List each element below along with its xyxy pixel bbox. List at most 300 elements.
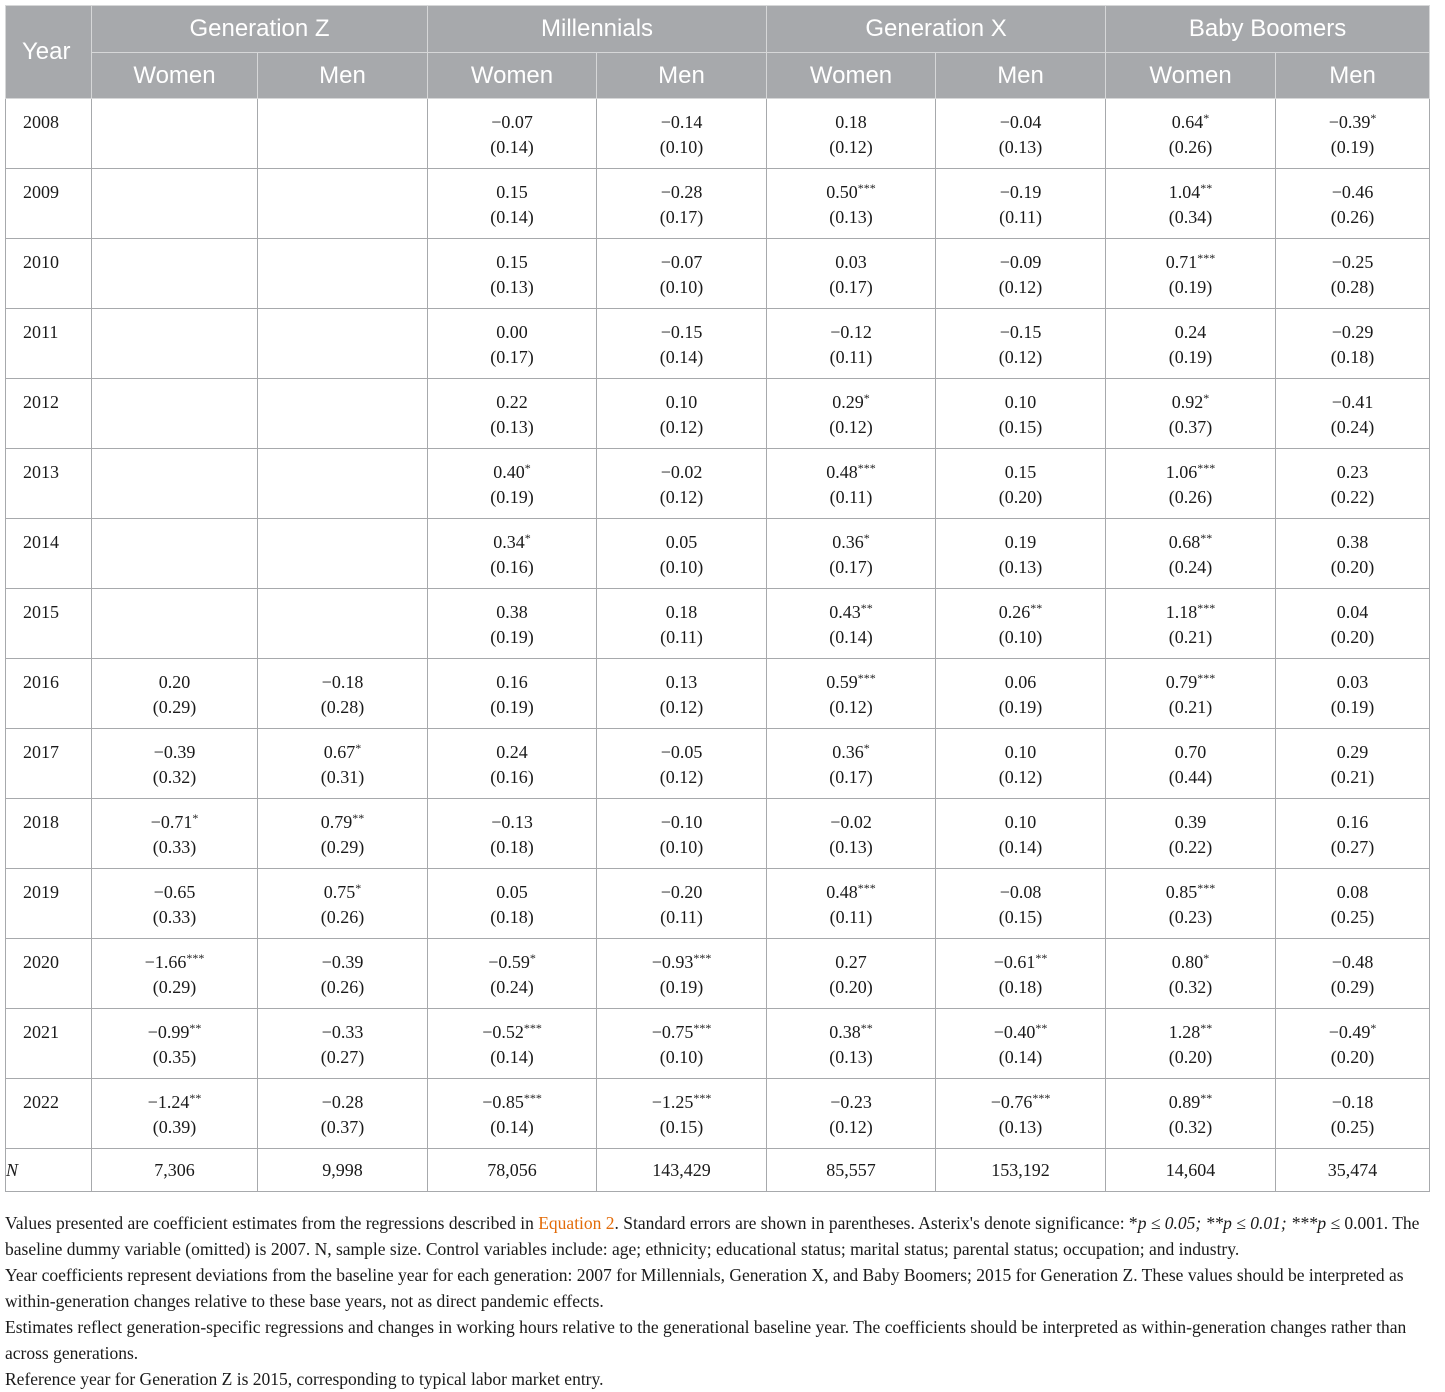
coefficient-cell <box>936 239 1106 309</box>
standard-error: (0.32) <box>1168 1117 1213 1137</box>
coefficient-cell <box>92 309 258 379</box>
standard-error: (0.28) <box>320 697 365 717</box>
footnote-reference-year: Reference year for Generation Z is 2015, corresponding to typical labor market entry. <box>5 1369 604 1389</box>
coefficient-value: 1.28 <box>1168 1022 1201 1042</box>
significance-stars: *** <box>1197 251 1216 265</box>
coefficient-cell <box>428 449 597 519</box>
significance-stars: ** <box>1200 1091 1213 1105</box>
coefficient-cell <box>258 589 428 659</box>
coefficient-cell <box>258 239 428 309</box>
standard-error: (0.12) <box>829 697 873 717</box>
coefficient-cell <box>1276 99 1430 169</box>
table-footnotes <box>5 1210 1429 1392</box>
coefficient-value: 0.26 <box>998 602 1031 622</box>
standard-error: (0.44) <box>1168 767 1213 787</box>
sample-size-cell: 7,306 <box>92 1149 258 1192</box>
footnote-estimates: Estimates reflect generation-specific regressions and changes in working hours relative to the generational baseline year. The coefficients should be interpreted as within-generation changes rather than across generations. <box>5 1317 1407 1363</box>
standard-error: (0.14) <box>490 137 534 157</box>
coefficient-cell <box>92 659 258 729</box>
coefficient-cell <box>597 589 767 659</box>
significance-stars: * <box>1370 111 1377 125</box>
coefficient-value: −0.65 <box>153 882 196 902</box>
coefficient-value: 0.92 <box>1171 392 1204 412</box>
sample-size-cell: 143,429 <box>597 1149 767 1192</box>
standard-error: (0.17) <box>490 347 534 367</box>
standard-error: (0.20) <box>1330 1047 1375 1067</box>
coefficient-value: 0.36 <box>832 532 864 552</box>
footnote-baseline: Year coefficients represent deviations from the baseline year for each generation: 2007 for Millennials, Generation X, and Baby Boomers; 2015 for Generation Z. These values should be interpreted as within-generation changes relative to these base years, not as direct pandemic effects. <box>5 1265 1404 1311</box>
coefficient-value: 0.05 <box>665 532 698 552</box>
significance-stars: ** <box>1035 1021 1048 1035</box>
coefficient-value: 0.15 <box>496 182 528 202</box>
coefficient-value: −0.39 <box>1328 112 1371 132</box>
standard-error: (0.11) <box>829 487 873 507</box>
standard-error: (0.14) <box>998 837 1043 857</box>
coefficient-cell <box>92 589 258 659</box>
standard-error: (0.10) <box>659 837 704 857</box>
coefficient-cell <box>428 379 597 449</box>
significance-stars: *** <box>693 1021 712 1035</box>
coefficient-value: −0.41 <box>1331 392 1374 412</box>
coefficient-value: 0.13 <box>665 672 698 692</box>
standard-error: (0.18) <box>490 907 534 927</box>
standard-error: (0.11) <box>999 207 1042 227</box>
standard-error: (0.25) <box>1330 907 1375 927</box>
standard-error: (0.24) <box>490 977 534 997</box>
standard-error: (0.21) <box>1168 627 1213 647</box>
standard-error: (0.18) <box>490 837 534 857</box>
table-row <box>6 659 1430 729</box>
coefficient-cell <box>258 519 428 589</box>
table-row <box>6 1079 1430 1149</box>
significance-stars: * <box>863 391 870 405</box>
coefficient-cell <box>767 939 936 1009</box>
significance-stars: * <box>1203 391 1210 405</box>
standard-error: (0.11) <box>660 907 703 927</box>
coefficient-cell <box>767 799 936 869</box>
standard-error: (0.10) <box>659 137 704 157</box>
coefficient-value: −0.07 <box>491 112 533 132</box>
coefficient-value: 0.24 <box>1174 322 1207 342</box>
coefficient-value: 1.18 <box>1165 602 1198 622</box>
coefficient-value: −0.39 <box>321 952 364 972</box>
standard-error: (0.13) <box>490 417 534 437</box>
standard-error: (0.14) <box>829 627 873 647</box>
coefficient-cell <box>428 169 597 239</box>
coefficient-value: −0.14 <box>660 112 703 132</box>
coefficient-cell <box>1276 869 1430 939</box>
coefficient-value: 0.89 <box>1168 1092 1201 1112</box>
standard-error: (0.19) <box>490 697 534 717</box>
coefficient-cell <box>597 729 767 799</box>
coefficient-cell <box>597 239 767 309</box>
coefficient-cell <box>258 169 428 239</box>
coefficient-cell <box>1106 169 1276 239</box>
standard-error: (0.12) <box>829 137 873 157</box>
coefficient-value: 0.38 <box>496 602 528 622</box>
sample-size-cell: 78,056 <box>428 1149 597 1192</box>
standard-error: (0.32) <box>152 767 197 787</box>
coefficient-value: 0.10 <box>665 392 698 412</box>
table-row <box>6 379 1430 449</box>
standard-error: (0.20) <box>1330 627 1375 647</box>
baby-boomers-header: Baby Boomers <box>1106 6 1430 53</box>
coefficient-cell <box>92 729 258 799</box>
coefficient-cell <box>1106 519 1276 589</box>
coefficient-value: −0.05 <box>660 742 703 762</box>
coefficient-cell <box>1276 379 1430 449</box>
coefficient-value: 0.80 <box>1171 952 1204 972</box>
standard-error: (0.11) <box>660 627 703 647</box>
coefficient-cell <box>936 589 1106 659</box>
coefficient-cell <box>597 869 767 939</box>
standard-error: (0.35) <box>152 1047 197 1067</box>
sample-size-cell: 85,557 <box>767 1149 936 1192</box>
coefficient-value: 0.18 <box>665 602 698 622</box>
coefficient-cell <box>597 659 767 729</box>
coefficient-value: 0.22 <box>496 392 528 412</box>
coefficient-value: 0.24 <box>496 742 528 762</box>
standard-error: (0.34) <box>1168 207 1213 227</box>
coefficient-cell <box>92 939 258 1009</box>
significance-stars: ** <box>1035 951 1048 965</box>
coefficient-value: 0.00 <box>496 322 528 342</box>
coefficient-cell <box>1276 309 1430 379</box>
coefficient-cell <box>258 99 428 169</box>
significance-stars: * <box>1203 951 1210 965</box>
significance-stars: * <box>529 951 536 965</box>
coefficient-cell <box>597 1079 767 1149</box>
year-cell: 2014 <box>6 519 92 589</box>
coefficient-value: −0.13 <box>491 812 533 832</box>
standard-error: (0.10) <box>659 277 704 297</box>
coefficient-value: −0.09 <box>999 252 1042 272</box>
table-row <box>6 869 1430 939</box>
year-cell: 2020 <box>6 939 92 1009</box>
significance-stars: *** <box>857 181 876 195</box>
coefficient-cell <box>92 169 258 239</box>
coefficient-cell <box>1106 939 1276 1009</box>
footnote-text: 0.001. The baseline dummy variable (omitted) is 2007. N, sample size. Control variables include: age; ethnicity; educational status; marital status; parental status; occupation; and industry. <box>5 1213 1420 1259</box>
significance-stars: * <box>524 461 531 475</box>
coefficient-cell <box>258 869 428 939</box>
subheader-men: Men <box>258 53 428 99</box>
coefficient-value: −0.29 <box>1331 322 1374 342</box>
coefficient-value: −0.23 <box>830 1092 872 1112</box>
table-row <box>6 799 1430 869</box>
coefficient-cell <box>1106 379 1276 449</box>
table-row <box>6 1009 1430 1079</box>
standard-error: (0.14) <box>659 347 704 367</box>
coefficient-value: 0.23 <box>1336 462 1369 482</box>
standard-error: (0.23) <box>1168 907 1213 927</box>
significance-stars: *** <box>857 461 876 475</box>
coefficient-cell <box>1106 869 1276 939</box>
coefficient-cell <box>597 939 767 1009</box>
standard-error: (0.37) <box>320 1117 365 1137</box>
coefficient-value: −0.76 <box>990 1092 1033 1112</box>
significance-stars: ** <box>189 1091 202 1105</box>
standard-error: (0.24) <box>1168 557 1213 577</box>
standard-error: (0.26) <box>320 977 365 997</box>
standard-error: (0.33) <box>152 837 197 857</box>
coefficient-value: 0.03 <box>1336 672 1369 692</box>
coefficient-value: −0.49 <box>1328 1022 1371 1042</box>
millennials-header: Millennials <box>428 6 767 53</box>
coefficient-cell <box>767 519 936 589</box>
significance-stars: *** <box>1197 601 1216 615</box>
standard-error: (0.20) <box>998 487 1043 507</box>
standard-error: (0.12) <box>829 417 873 437</box>
significance-stars: *** <box>523 1021 542 1035</box>
coefficient-value: 0.75 <box>323 882 356 902</box>
coefficient-cell <box>428 799 597 869</box>
standard-error: (0.18) <box>1330 347 1375 367</box>
coefficient-cell <box>597 99 767 169</box>
coefficient-cell <box>428 239 597 309</box>
standard-error: (0.22) <box>1330 487 1375 507</box>
coefficient-value: −0.75 <box>651 1022 694 1042</box>
coefficient-value: 0.38 <box>829 1022 861 1042</box>
standard-error: (0.26) <box>1330 207 1375 227</box>
standard-error: (0.17) <box>829 277 873 297</box>
coefficient-value: 0.16 <box>496 672 528 692</box>
coefficient-value: −0.28 <box>321 1092 364 1112</box>
table-row <box>6 519 1430 589</box>
coefficient-cell <box>936 309 1106 379</box>
standard-error: (0.26) <box>1168 487 1213 507</box>
coefficient-value: 0.67 <box>323 742 356 762</box>
standard-error: (0.16) <box>490 767 534 787</box>
standard-error: (0.13) <box>829 207 873 227</box>
coefficient-value: 1.06 <box>1165 462 1198 482</box>
coefficient-value: −0.04 <box>999 112 1042 132</box>
coefficient-value: −0.28 <box>660 182 703 202</box>
significance-stars: *** <box>857 881 876 895</box>
coefficient-cell <box>767 869 936 939</box>
coefficient-cell <box>428 659 597 729</box>
coefficient-cell <box>1106 239 1276 309</box>
standard-error: (0.14) <box>490 207 534 227</box>
coefficient-value: −0.18 <box>321 672 364 692</box>
coefficient-cell <box>1106 309 1276 379</box>
standard-error: (0.27) <box>320 1047 365 1067</box>
standard-error: (0.21) <box>1330 767 1375 787</box>
significance-stars: ** <box>1200 1021 1213 1035</box>
significance-stars: * <box>863 741 870 755</box>
equation-link[interactable]: Equation 2 <box>538 1213 615 1233</box>
coefficient-cell <box>597 519 767 589</box>
coefficient-value: −0.48 <box>1331 952 1374 972</box>
coefficient-cell <box>258 1079 428 1149</box>
coefficient-value: 0.15 <box>496 252 528 272</box>
significance-stars: ** <box>1030 601 1043 615</box>
standard-error: (0.37) <box>1168 417 1213 437</box>
coefficient-cell <box>92 1009 258 1079</box>
standard-error: (0.14) <box>998 1047 1043 1067</box>
coefficient-cell <box>92 239 258 309</box>
coefficient-value: 0.39 <box>1174 812 1207 832</box>
standard-error: (0.19) <box>998 697 1043 717</box>
coefficient-value: 0.70 <box>1174 742 1207 762</box>
coefficient-cell <box>767 1079 936 1149</box>
coefficient-value: 0.03 <box>835 252 867 272</box>
standard-error: (0.20) <box>1330 557 1375 577</box>
sample-size-cell: 14,604 <box>1106 1149 1276 1192</box>
significance-stars: *** <box>1197 461 1216 475</box>
coefficient-cell <box>936 1009 1106 1079</box>
standard-error: (0.13) <box>490 277 534 297</box>
coefficient-cell <box>597 169 767 239</box>
coefficient-cell <box>1276 239 1430 309</box>
standard-error: (0.32) <box>1168 977 1213 997</box>
coefficient-value: −0.93 <box>651 952 694 972</box>
coefficient-value: 0.29 <box>1336 742 1369 762</box>
sample-size-cell: 9,998 <box>258 1149 428 1192</box>
coefficient-value: −0.18 <box>1331 1092 1374 1112</box>
coefficient-value: −1.66 <box>144 952 187 972</box>
sample-size-cell: 35,474 <box>1276 1149 1430 1192</box>
footnote-text: p ≤ <box>1317 1213 1341 1233</box>
standard-error: (0.21) <box>1168 697 1213 717</box>
coefficient-value: 0.18 <box>835 112 867 132</box>
significance-stars: *** <box>1032 1091 1051 1105</box>
standard-error: (0.29) <box>152 977 197 997</box>
table-row <box>6 729 1430 799</box>
coefficient-cell <box>1106 1009 1276 1079</box>
subheader-women: Women <box>767 53 936 99</box>
coefficient-cell <box>936 939 1106 1009</box>
coefficient-cell <box>936 869 1106 939</box>
table-row <box>6 239 1430 309</box>
coefficient-value: −0.39 <box>153 742 196 762</box>
standard-error: (0.12) <box>659 487 704 507</box>
significance-stars: *** <box>523 1091 542 1105</box>
standard-error: (0.17) <box>829 557 873 577</box>
standard-error: (0.39) <box>152 1117 197 1137</box>
coefficient-cell <box>936 169 1106 239</box>
standard-error: (0.14) <box>490 1117 534 1137</box>
coefficient-cell <box>1276 799 1430 869</box>
coefficient-value: −0.15 <box>999 322 1042 342</box>
coefficient-value: −0.12 <box>830 322 872 342</box>
coefficient-value: −0.46 <box>1331 182 1374 202</box>
standard-error: (0.20) <box>1168 1047 1213 1067</box>
coefficient-value: 0.48 <box>826 882 858 902</box>
generation-x-header: Generation X <box>767 6 1106 53</box>
coefficient-value: 0.48 <box>826 462 858 482</box>
coefficient-cell <box>1106 1079 1276 1149</box>
year-column-header: Year <box>6 6 92 99</box>
significance-stars: * <box>524 531 531 545</box>
standard-error: (0.13) <box>998 137 1043 157</box>
significance-stars: ** <box>1200 181 1213 195</box>
table-row <box>6 939 1430 1009</box>
significance-stars: ** <box>352 811 365 825</box>
table-body <box>6 99 1430 1149</box>
coefficient-cell <box>597 379 767 449</box>
significance-stars: *** <box>857 671 876 685</box>
coefficient-value: −0.10 <box>660 812 703 832</box>
year-cell: 2021 <box>6 1009 92 1079</box>
year-cell: 2019 <box>6 869 92 939</box>
coefficient-cell <box>767 589 936 659</box>
sample-size-label: N <box>6 1149 92 1192</box>
coefficient-cell <box>1106 659 1276 729</box>
standard-error: (0.13) <box>829 1047 873 1067</box>
standard-error: (0.19) <box>490 627 534 647</box>
coefficient-value: 0.06 <box>1004 672 1037 692</box>
coefficient-cell <box>767 99 936 169</box>
standard-error: (0.15) <box>998 417 1043 437</box>
subheader-women: Women <box>428 53 597 99</box>
coefficient-value: 0.79 <box>1165 672 1198 692</box>
footnote-text: p ≤ 0.05; ** <box>1137 1213 1224 1233</box>
standard-error: (0.19) <box>1330 137 1375 157</box>
coefficient-value: −0.02 <box>830 812 872 832</box>
standard-error: (0.25) <box>1330 1117 1375 1137</box>
coefficient-cell <box>1106 729 1276 799</box>
coefficient-value: 0.04 <box>1336 602 1369 622</box>
standard-error: (0.12) <box>659 417 704 437</box>
coefficient-value: 0.64 <box>1171 112 1204 132</box>
significance-stars: *** <box>693 951 712 965</box>
year-cell: 2010 <box>6 239 92 309</box>
standard-error: (0.12) <box>998 767 1043 787</box>
coefficient-value: 0.79 <box>320 812 353 832</box>
coefficient-value: −0.61 <box>993 952 1036 972</box>
coefficient-value: −0.19 <box>999 182 1042 202</box>
coefficient-cell <box>1276 1079 1430 1149</box>
coefficient-cell <box>767 169 936 239</box>
standard-error: (0.13) <box>829 837 873 857</box>
significance-stars: * <box>863 531 870 545</box>
year-cell: 2016 <box>6 659 92 729</box>
coefficient-value: 0.34 <box>493 532 525 552</box>
coefficient-cell <box>258 729 428 799</box>
coefficient-cell <box>92 799 258 869</box>
significance-stars: ** <box>1200 531 1213 545</box>
significance-stars: *** <box>693 1091 712 1105</box>
standard-error: (0.13) <box>998 557 1043 577</box>
coefficient-value: 0.85 <box>1165 882 1198 902</box>
table-row <box>6 309 1430 379</box>
coefficient-cell <box>767 379 936 449</box>
subheader-women: Women <box>1106 53 1276 99</box>
coefficient-cell <box>258 1009 428 1079</box>
coefficient-value: −0.85 <box>482 1092 524 1112</box>
coefficient-cell <box>1106 589 1276 659</box>
coefficient-cell <box>936 99 1106 169</box>
standard-error: (0.11) <box>829 347 873 367</box>
standard-error: (0.10) <box>998 627 1043 647</box>
coefficient-value: −0.25 <box>1331 252 1374 272</box>
coefficient-cell <box>92 449 258 519</box>
coefficient-value: −0.07 <box>660 252 703 272</box>
coefficient-value: 0.43 <box>829 602 861 622</box>
standard-error: (0.26) <box>320 907 365 927</box>
year-cell: 2009 <box>6 169 92 239</box>
standard-error: (0.14) <box>490 1047 534 1067</box>
coefficient-value: −1.24 <box>147 1092 190 1112</box>
standard-error: (0.22) <box>1168 837 1213 857</box>
standard-error: (0.29) <box>320 837 365 857</box>
coefficient-cell <box>1276 519 1430 589</box>
coefficient-cell <box>936 1079 1106 1149</box>
coefficient-cell <box>767 239 936 309</box>
coefficient-cell <box>1276 939 1430 1009</box>
coefficient-value: 0.08 <box>1336 882 1369 902</box>
